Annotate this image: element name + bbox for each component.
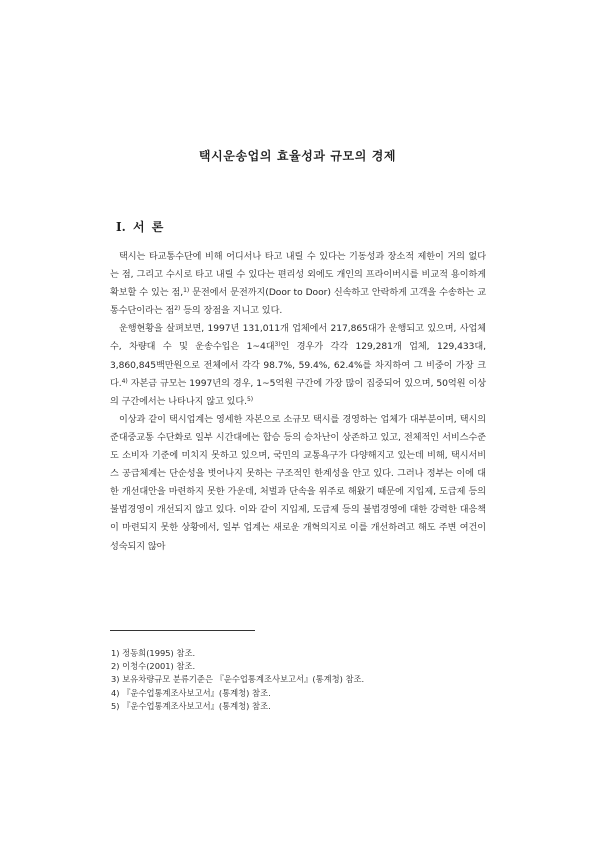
body-paragraph — [110, 411, 486, 556]
paragraph-text: 택시는 타교통수단에 비해 어디서나 타고 내릴 수 있다는 기동성과 장소적 제한이 거의 없다는 점, 그리고 수시로 타고 내릴 수 있다는 편리성 외에도 개인의 프라이버시를 비교적 용이하게 확보할 수 있는 점, — [110, 252, 486, 299]
footnote: 1) 정동희(1995) 참조. — [111, 648, 196, 658]
footnote-divider — [110, 630, 255, 631]
paragraph-text: 등의 장점을 지니고 있다. — [180, 306, 283, 317]
footnote-ref: 1) — [183, 287, 190, 295]
footnote: 2) 이청수(2001) 참조. — [111, 661, 196, 672]
paragraph-text: 문전에서 문전까지(Door to Door) 신속하고 안락하게 고객을 수송하는 교통수단이라는 점 — [110, 288, 486, 317]
footnotes — [111, 647, 364, 713]
footnote-ref: 5) — [246, 395, 254, 403]
footnote: 4) 『운수업통계조사보고서』(통계청) 참조. — [111, 687, 271, 698]
footnote-ref: 3) — [274, 341, 281, 349]
body-text — [110, 248, 486, 556]
section-number: Ⅰ. — [116, 220, 126, 234]
paragraph-text: 이상과 같이 택시업계는 영세한 자본으로 소규모 택시를 경영하는 업체가 대부분이며, 택시의 준대중교통 수단화로 일부 시간대에는 합승 등의 승차난이 상존하고 있고, 전체적인 서비스수준도 소비자 기준에 미치지 못하고 있으며, 국민의 교통욕구가 다양해지고 있는데 비해, 택시서비스 공급체계는 단순성을 벗어나지 못하는 구조적인 한계성을 안고 있다. 그러나 정부는 이에 대한 개선대안을 마련하지 못한 가운데, 처벌과 단속을 위주로 해왔기 때문에 지입제, 도급제 등의 불법경영이 개선되지 않고 있다. 이와 같이 지입제, 도급제 등의 불법경영에 대한 강력한 대응책이 마련되지 못한 상황에서, 일부 업계는 새로운 개혁의지로 이를 개선하려고 해도 주변 여건이 성숙되지 않아 — [110, 414, 486, 552]
footnote-ref: 4) — [121, 377, 128, 385]
paper-title: 택시운송업의 효율성과 규모의 경제 — [198, 149, 397, 163]
footnote: 3) 보유차량규모 분류기준은 『운수업통계조사보고서』(통계청) 참조. — [111, 674, 365, 685]
section-name: 서 론 — [132, 220, 164, 234]
footnote-ref: 2) — [174, 305, 181, 313]
paragraph-text: 인 경우가 각각 129,281개 업체, 129,433대, 3,860,845백만원으로 전체에서 각각 98.7%, 59.4%, 62.4%를 차지하여 그 비중이 가장 크다. — [110, 342, 487, 389]
body-paragraph — [110, 320, 486, 410]
paragraph-text: 자본금 규모는 1997년의 경우, 1~5억원 구간에 가장 많이 집중되어 있으며, 50억원 이상의 구간에서는 나타나지 않고 있다. — [110, 378, 486, 407]
footnote: 5) 『운수업통계조사보고서』(통계청) 참조. — [111, 700, 271, 711]
body-paragraph — [110, 248, 486, 320]
section-heading — [116, 218, 163, 235]
paragraph-text: 운행현황을 살펴보면, 1997년 131,011개 업체에서 217,865대가 운행되고 있으며, 사업체 수, 차량대 수 및 운송수입은 1~4대 — [110, 324, 486, 353]
